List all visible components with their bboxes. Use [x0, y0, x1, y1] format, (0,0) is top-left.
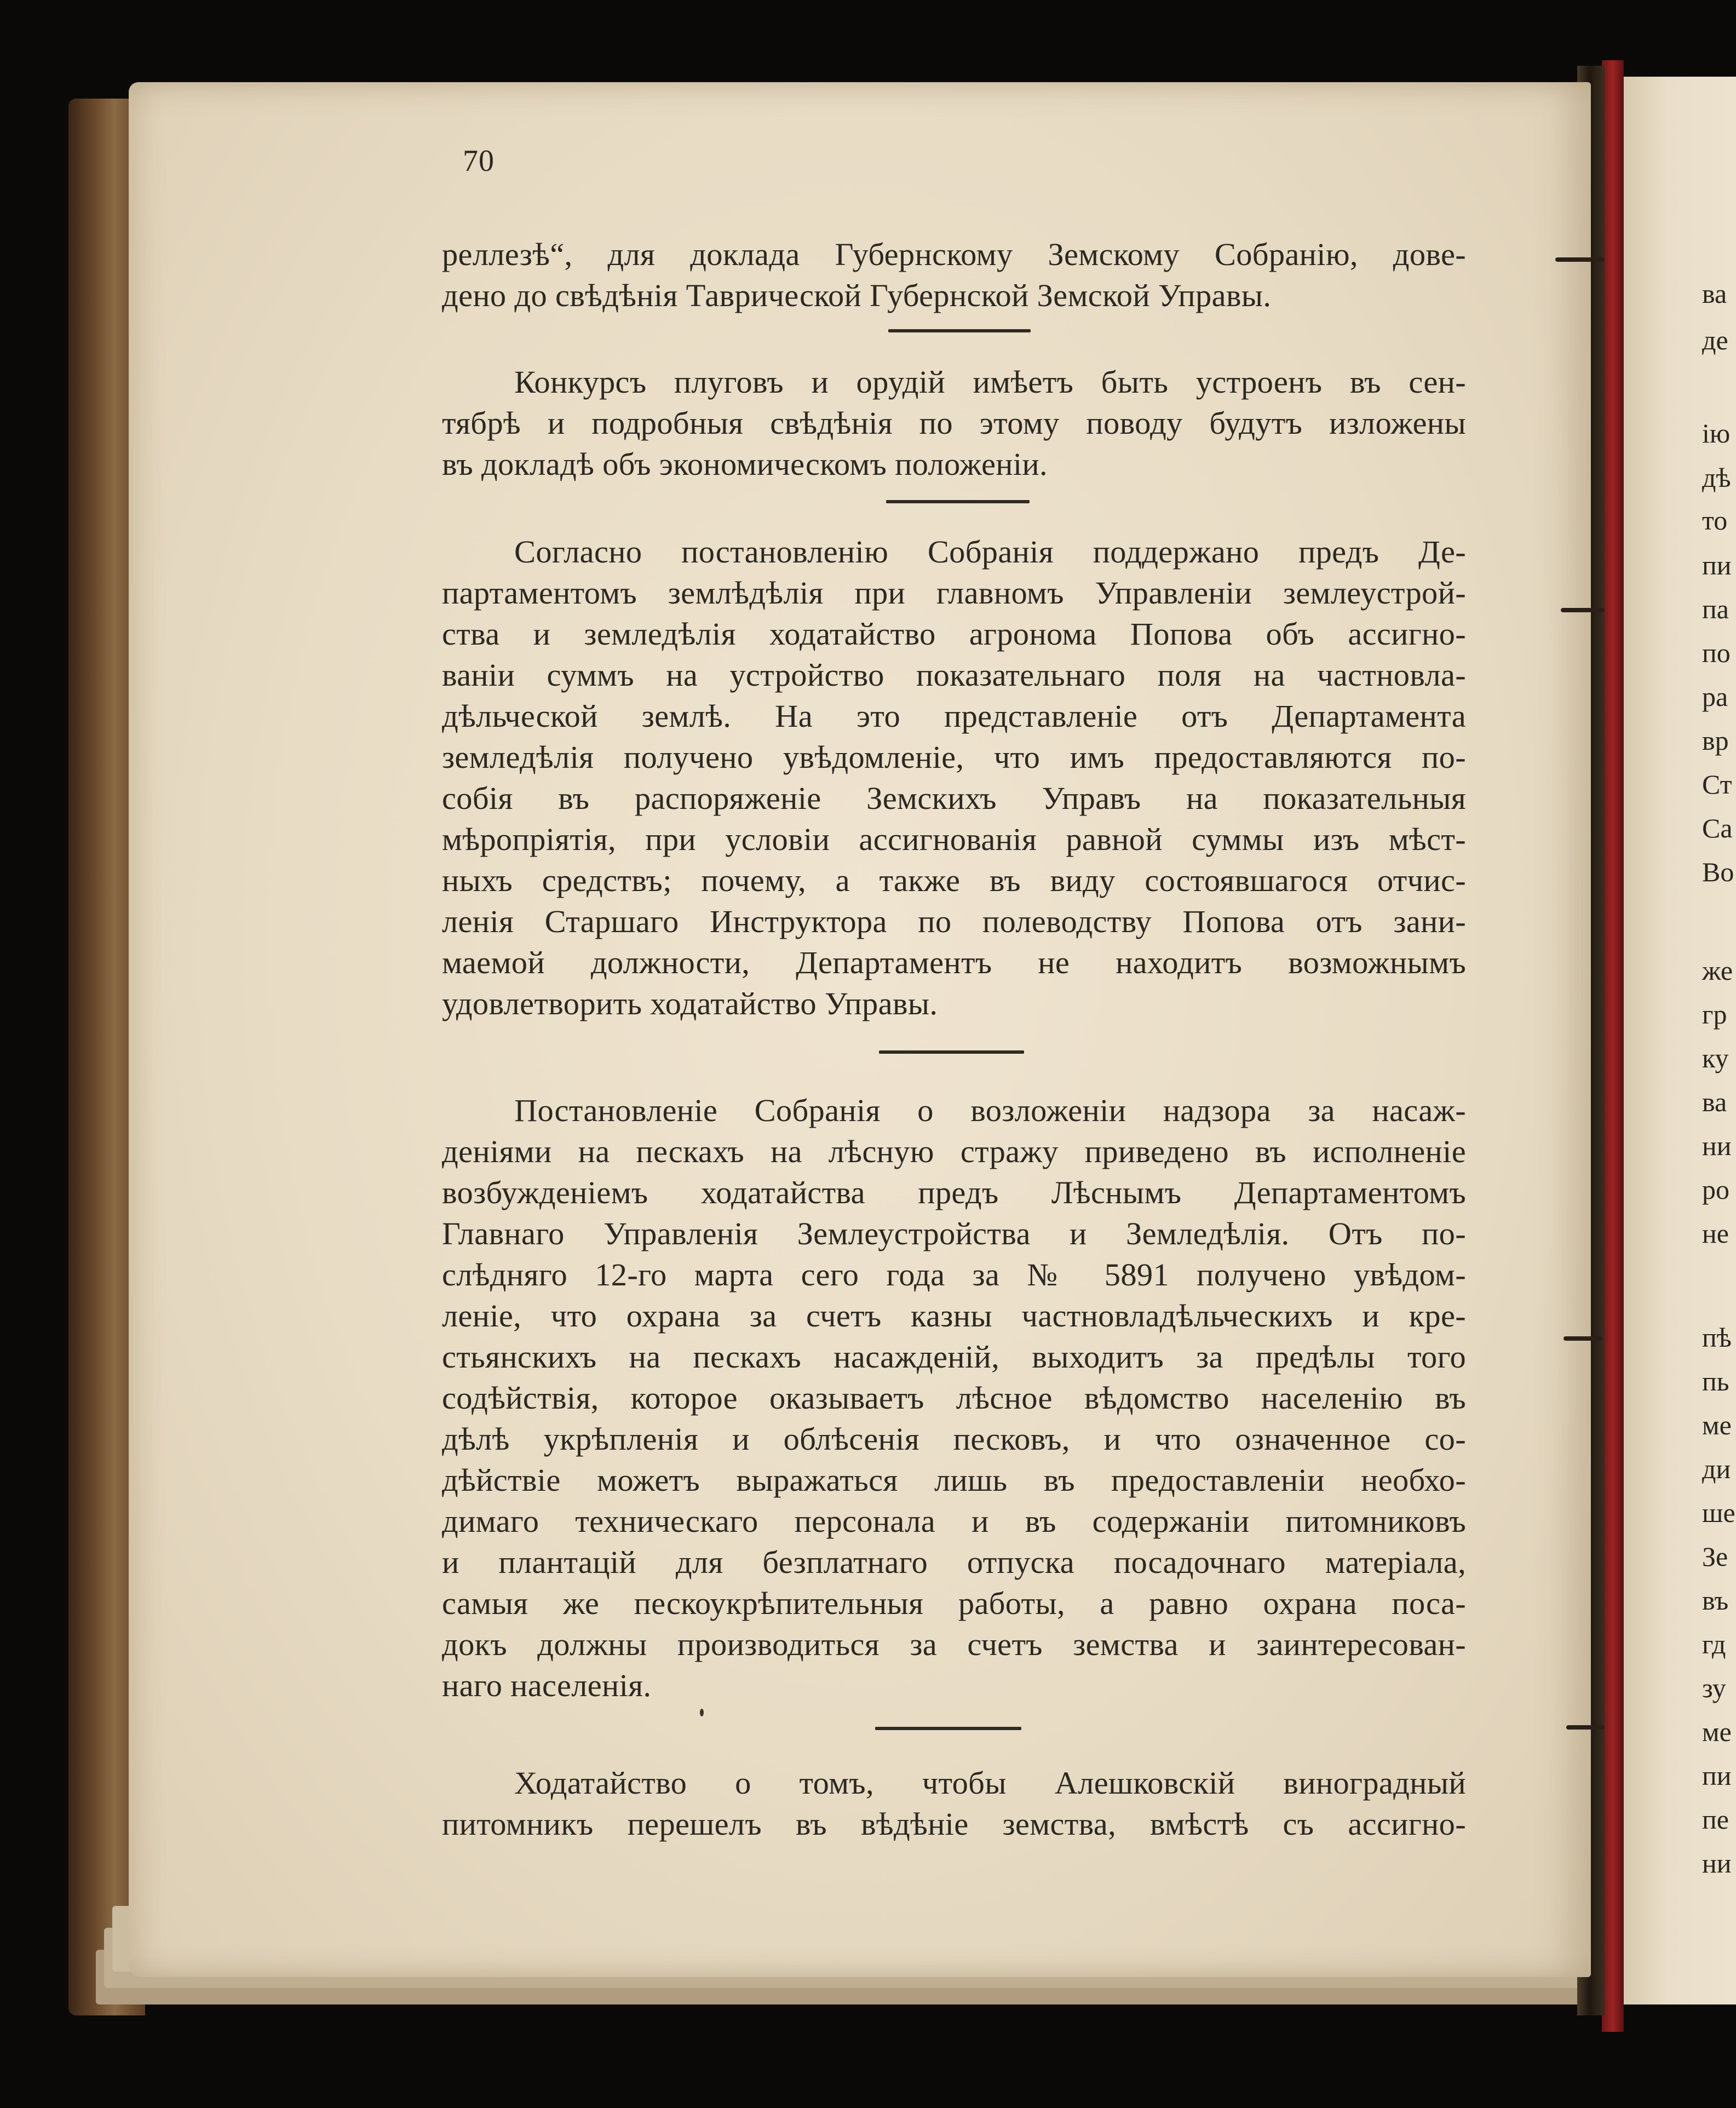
- facing-fragment: Ст: [1702, 769, 1732, 800]
- facing-fragment: па: [1702, 594, 1729, 624]
- text-line: и плантацій для безплатнаго отпуска посадочнаго матеріала,: [442, 1544, 1466, 1580]
- facing-fragment: ме: [1702, 1410, 1732, 1440]
- facing-fragment: ва: [1702, 1087, 1727, 1117]
- binding-thread: [1563, 1336, 1602, 1341]
- text-line: земледѣлія получено увѣдомленіе, что имъ предоставляются по-: [442, 739, 1466, 775]
- text-line: ваніи суммъ на устройство показательнаго поля на частновла-: [442, 657, 1466, 693]
- text-line: наго населенія.: [442, 1668, 652, 1703]
- text-line: партаментомъ землѣдѣлія при главномъ Управленіи землеустрой-: [442, 575, 1466, 611]
- facing-page: [1621, 77, 1736, 2004]
- page-number: 70: [463, 144, 495, 178]
- facing-fragment: Са: [1702, 813, 1733, 843]
- facing-fragment: гр: [1702, 999, 1727, 1030]
- facing-fragment: въ: [1702, 1585, 1729, 1616]
- text-line: дено до свѣдѣнія Таврической Губернской Земской Управы.: [442, 278, 1272, 313]
- binding-thread: [1566, 1725, 1605, 1730]
- text-line: въ докладѣ объ экономическомъ положеніи.: [442, 446, 1048, 482]
- text-line: дѣйствіе можетъ выражаться лишь въ предоставленіи необхо-: [442, 1462, 1466, 1498]
- text-line: Конкурсъ плуговъ и орудій имѣетъ быть устроенъ въ сен-: [514, 364, 1466, 400]
- paragraph-3: [442, 531, 1466, 1024]
- text-line: Согласно постановленію Собранія поддержано предъ Де-: [514, 534, 1466, 570]
- facing-fragment: зу: [1702, 1673, 1726, 1703]
- text-line: Постановленіе Собранія о возложеніи надзора за насаж-: [514, 1093, 1466, 1128]
- facing-fragment: Во: [1702, 857, 1734, 887]
- text-line: димаго техническаго персонала и въ содержаніи питомниковъ: [442, 1503, 1466, 1539]
- section-divider: [888, 329, 1031, 332]
- text-line: стьянскихъ на пескахъ насажденій, выходитъ за предѣлы того: [442, 1339, 1466, 1375]
- paragraph-2: [442, 361, 1466, 485]
- ink-speck: [700, 1709, 704, 1716]
- facing-fragment: по: [1702, 637, 1731, 668]
- text-line: дѣльческой землѣ. На это представленіе отъ Департамента: [442, 698, 1466, 734]
- facing-fragment: то: [1702, 505, 1728, 536]
- red-cover-edge: [1602, 60, 1624, 2032]
- text-line: деніями на пескахъ на лѣсную стражу приведено въ исполненіе: [442, 1134, 1466, 1169]
- facing-fragment: пь: [1702, 1366, 1729, 1397]
- text-line: дѣлѣ укрѣпленія и облѣсенія песковъ, и что означенное со-: [442, 1421, 1466, 1457]
- facing-fragment: ку: [1702, 1043, 1729, 1073]
- text-line: Ходатайство о томъ, чтобы Алешковскій виноградный: [514, 1765, 1466, 1801]
- paragraph-4: [442, 1090, 1466, 1706]
- facing-fragment: ра: [1702, 681, 1728, 712]
- facing-fragment: вр: [1702, 725, 1729, 756]
- text-line: слѣдняго 12-го марта сего года за № 5891 получено увѣдом-: [442, 1257, 1466, 1293]
- facing-fragment: же: [1702, 955, 1733, 986]
- text-line: ленія Старшаго Инструктора по полеводству Попова отъ зани-: [442, 904, 1466, 939]
- paragraph-5: [442, 1762, 1466, 1845]
- facing-fragment: Зе: [1702, 1541, 1728, 1572]
- binding-thread: [1561, 608, 1605, 612]
- facing-fragment: не: [1702, 1218, 1729, 1249]
- text-line: собія въ распоряженіе Земскихъ Управъ на показательныя: [442, 780, 1466, 816]
- facing-fragment: ни: [1702, 1130, 1732, 1161]
- text-line: ныхъ средствъ; почему, а также въ виду состоявшагося отчис-: [442, 863, 1466, 898]
- text-line: маемой должности, Департаментъ не находитъ возможнымъ: [442, 945, 1466, 980]
- section-divider: [875, 1727, 1021, 1730]
- section-divider: [886, 500, 1030, 503]
- facing-fragment: ди: [1702, 1454, 1731, 1484]
- facing-fragment: пе: [1702, 1804, 1729, 1835]
- text-line: питомникъ перешелъ въ вѣдѣніе земства, вмѣстѣ съ ассигно-: [442, 1806, 1466, 1842]
- text-line: тябрѣ и подробныя свѣдѣнія по этому поводу будутъ изложены: [442, 405, 1466, 441]
- facing-fragment: ва: [1702, 278, 1727, 309]
- text-line: леніе, что охрана за счетъ казны частновладѣльческихъ и кре-: [442, 1298, 1466, 1334]
- text-line: мѣропріятія, при условіи ассигнованія равной суммы изъ мѣст-: [442, 822, 1466, 857]
- text-line: самыя же пескоукрѣпительныя работы, а равно охрана поса-: [442, 1586, 1466, 1621]
- facing-fragment: пи: [1702, 550, 1732, 581]
- facing-fragment: пѣ: [1702, 1322, 1732, 1353]
- facing-fragment: пи: [1702, 1760, 1732, 1791]
- facing-fragment: ше: [1702, 1497, 1735, 1528]
- facing-fragment: гд: [1702, 1629, 1726, 1659]
- text-line: содѣйствія, которое оказываетъ лѣсное вѣдомство населенію въ: [442, 1380, 1466, 1416]
- text-line: ства и земледѣлія ходатайство агронома Попова объ ассигно-: [442, 616, 1466, 652]
- facing-fragment: дѣ: [1702, 462, 1731, 493]
- section-divider: [879, 1050, 1024, 1054]
- text-line: реллезѣ“, для доклада Губернскому Земскому Собранію, дове-: [442, 237, 1466, 272]
- text-line: возбужденіемъ ходатайства предъ Лѣснымъ Департаментомъ: [442, 1175, 1466, 1210]
- facing-fragment: ро: [1702, 1174, 1729, 1205]
- text-line: удовлетворить ходатайство Управы.: [442, 986, 938, 1021]
- text-line: Главнаго Управленія Землеустройства и Земледѣлія. Отъ по-: [442, 1216, 1466, 1251]
- facing-fragment: де: [1702, 325, 1728, 355]
- text-line: докъ должны производиться за счетъ земства и заинтересован-: [442, 1627, 1466, 1662]
- binding-thread: [1555, 257, 1605, 262]
- paragraph-1: [442, 234, 1466, 316]
- facing-fragment: ни: [1702, 1848, 1732, 1879]
- facing-fragment: ію: [1702, 418, 1731, 449]
- facing-fragment: ме: [1702, 1716, 1732, 1747]
